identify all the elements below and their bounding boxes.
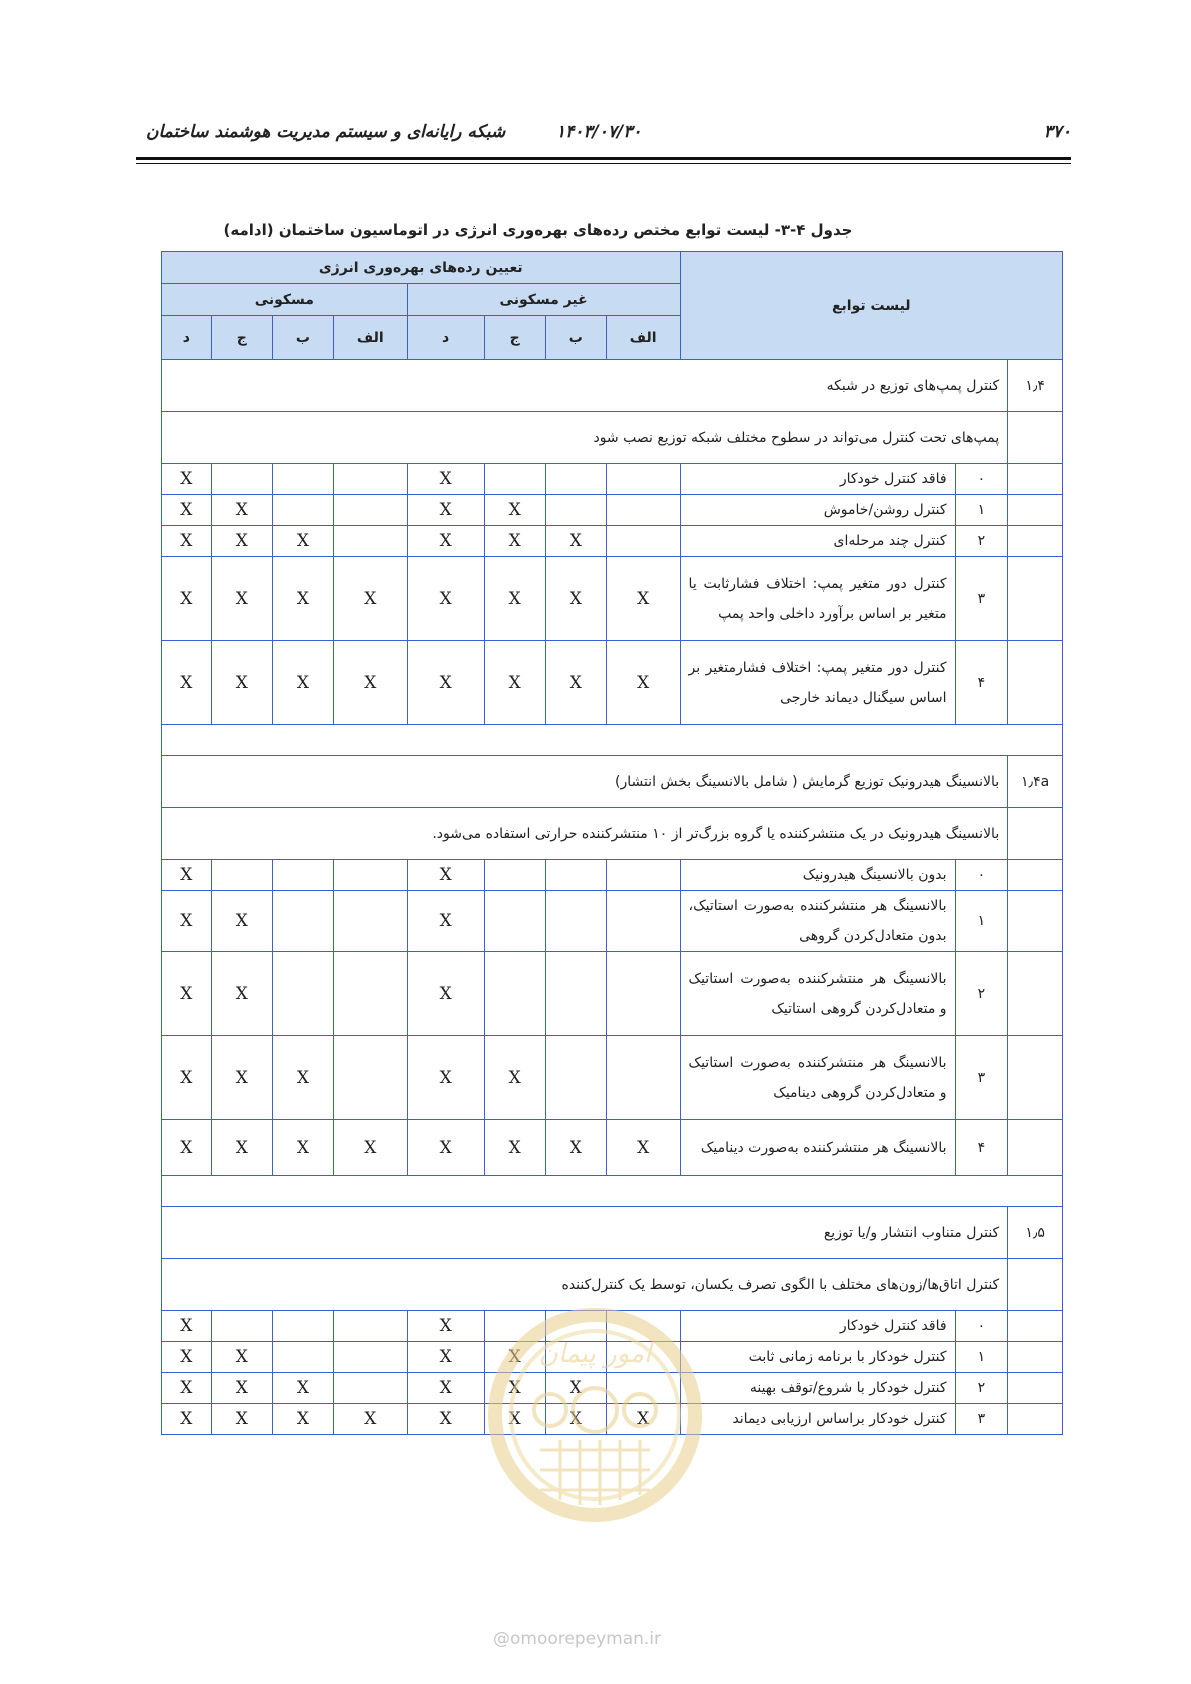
nonres-mark-1: X (545, 1373, 606, 1404)
res-mark-0 (333, 1036, 407, 1120)
res-mark-1: X (272, 1373, 333, 1404)
res-mark-1 (272, 1342, 333, 1373)
res-mark-0 (333, 464, 407, 495)
option-row (162, 860, 1063, 891)
res-mark-1: X (272, 526, 333, 557)
nonres-mark-3: X (407, 1373, 484, 1404)
res-mark-1 (272, 495, 333, 526)
res-mark-2: X (211, 557, 272, 641)
page-header (136, 112, 1071, 152)
section-spacer-row (162, 1176, 1063, 1207)
section-number: ۱٫۴a (1008, 756, 1063, 808)
option-blank (1008, 526, 1063, 557)
res-mark-0 (333, 526, 407, 557)
res-mark-3: X (162, 557, 212, 641)
option-blank (1008, 891, 1063, 952)
res-mark-2: X (211, 952, 272, 1036)
option-label: کنترل خودکار با برنامه زمانی ثابت (680, 1342, 955, 1373)
option-number: ۴ (955, 641, 1008, 725)
res-mark-3: X (162, 495, 212, 526)
nonres-mark-3: X (407, 557, 484, 641)
res-mark-1: X (272, 1404, 333, 1435)
option-number: ۳ (955, 1404, 1008, 1435)
option-row (162, 495, 1063, 526)
option-label: کنترل دور متغیر پمپ: اختلاف فشارثابت یا متغیر بر اساس برآورد داخلی واحد پمپ (680, 557, 955, 641)
nonres-mark-0 (606, 495, 680, 526)
option-label: بالانسینگ هر منتشرکننده به‌صورت استاتیک و متعادل‌کردن گروهی استاتیک (680, 952, 955, 1036)
option-label: کنترل چند مرحله‌ای (680, 526, 955, 557)
nonres-mark-3: X (407, 464, 484, 495)
res-mark-2: X (211, 1036, 272, 1120)
res-mark-0 (333, 1373, 407, 1404)
option-number: ۲ (955, 526, 1008, 557)
section-title: کنترل پمپ‌های توزیع در شبکه (162, 360, 1008, 412)
nonres-mark-2: X (484, 1036, 545, 1120)
nonres-mark-2: X (484, 557, 545, 641)
nonres-mark-1 (545, 495, 606, 526)
section-description-row (162, 808, 1063, 860)
res-mark-3: X (162, 526, 212, 557)
nonres-mark-3: X (407, 1120, 484, 1176)
res-mark-2: X (211, 1120, 272, 1176)
nonres-mark-1 (545, 464, 606, 495)
nonres-mark-0 (606, 891, 680, 952)
res-mark-2: X (211, 526, 272, 557)
section-title-row (162, 756, 1063, 808)
res-mark-3: X (162, 891, 212, 952)
res-mark-3: X (162, 464, 212, 495)
nonres-mark-0 (606, 952, 680, 1036)
nonres-mark-1: X (545, 526, 606, 557)
res-mark-2 (211, 464, 272, 495)
res-mark-0: X (333, 641, 407, 725)
nonres-mark-2: X (484, 1342, 545, 1373)
option-label: فاقد کنترل خودکار (680, 1311, 955, 1342)
option-row (162, 1036, 1063, 1120)
nonres-mark-2: X (484, 495, 545, 526)
nonres-mark-2 (484, 952, 545, 1036)
nonres-mark-3: X (407, 1404, 484, 1435)
option-label: بالانسینگ هر منتشرکننده به‌صورت استاتیک، بدون متعادل‌کردن گروهی (680, 891, 955, 952)
nonres-mark-3: X (407, 891, 484, 952)
section-number-blank (1008, 412, 1063, 464)
option-blank (1008, 1120, 1063, 1176)
header-res-class-b: ب (272, 316, 333, 360)
section-description-row (162, 412, 1063, 464)
res-mark-3: X (162, 1311, 212, 1342)
option-number: ۰ (955, 860, 1008, 891)
nonres-mark-2: X (484, 1373, 545, 1404)
option-number: ۴ (955, 1120, 1008, 1176)
header-functions-list: لیست توابع (680, 252, 1062, 360)
nonres-mark-3: X (407, 526, 484, 557)
option-label: کنترل خودکار براساس ارزیابی دیماند (680, 1404, 955, 1435)
nonres-mark-0 (606, 860, 680, 891)
section-title-row (162, 360, 1063, 412)
nonres-mark-0 (606, 1036, 680, 1120)
section-number-blank (1008, 808, 1063, 860)
section-title: بالانسینگ هیدرونیک توزیع گرمایش ( شامل بالانسینگ بخش انتشار) (162, 756, 1008, 808)
res-mark-0 (333, 495, 407, 526)
res-mark-1 (272, 1311, 333, 1342)
res-mark-1: X (272, 557, 333, 641)
option-row (162, 891, 1063, 952)
nonres-mark-1 (545, 860, 606, 891)
option-row (162, 464, 1063, 495)
nonres-mark-3: X (407, 860, 484, 891)
res-mark-1 (272, 464, 333, 495)
option-label: کنترل خودکار با شروع/توقف بهینه (680, 1373, 955, 1404)
spacer-cell (162, 725, 1063, 756)
res-mark-1 (272, 891, 333, 952)
option-blank (1008, 860, 1063, 891)
nonres-mark-3: X (407, 495, 484, 526)
res-mark-2 (211, 1311, 272, 1342)
header-date: ۱۴۰۳/۰۷/۳۰ (556, 122, 642, 142)
nonres-mark-1: X (545, 1120, 606, 1176)
res-mark-1: X (272, 641, 333, 725)
res-mark-1: X (272, 1120, 333, 1176)
res-mark-3: X (162, 1373, 212, 1404)
option-blank (1008, 1311, 1063, 1342)
seal-watermark (480, 1300, 710, 1530)
option-label: فاقد کنترل خودکار (680, 464, 955, 495)
option-row (162, 952, 1063, 1036)
option-label: بالانسینگ هر منتشرکننده به‌صورت استاتیک و متعادل‌کردن گروهی دینامیک (680, 1036, 955, 1120)
nonres-mark-0 (606, 526, 680, 557)
header-res-class-a: الف (333, 316, 407, 360)
res-mark-1 (272, 952, 333, 1036)
seal-text: امور پیمان (538, 1339, 652, 1369)
nonres-mark-2: X (484, 1404, 545, 1435)
nonres-mark-3: X (407, 1342, 484, 1373)
res-mark-0: X (333, 1120, 407, 1176)
nonres-mark-2: X (484, 526, 545, 557)
nonres-mark-0: X (606, 557, 680, 641)
nonres-mark-2 (484, 464, 545, 495)
nonres-mark-3: X (407, 641, 484, 725)
option-number: ۱ (955, 891, 1008, 952)
res-mark-3: X (162, 1404, 212, 1435)
res-mark-0 (333, 860, 407, 891)
option-row (162, 526, 1063, 557)
option-number: ۳ (955, 557, 1008, 641)
section-spacer-row (162, 725, 1063, 756)
res-mark-3: X (162, 1342, 212, 1373)
res-mark-3: X (162, 1120, 212, 1176)
option-blank (1008, 1036, 1063, 1120)
nonres-mark-1: X (545, 557, 606, 641)
website-watermark: @omoorepeyman.ir (493, 1629, 662, 1649)
res-mark-0 (333, 952, 407, 1036)
res-mark-0 (333, 1342, 407, 1373)
res-mark-2: X (211, 641, 272, 725)
res-mark-2: X (211, 1373, 272, 1404)
nonres-mark-1: X (545, 1404, 606, 1435)
section-title: کنترل متناوب انتشار و/یا توزیع (162, 1207, 1008, 1259)
section-description: کنترل اتاق‌ها/زون‌های مختلف با الگوی تصرف یکسان، توسط یک کنترل‌کننده (162, 1259, 1008, 1311)
section-description: بالانسینگ هیدرونیک در یک منتشرکننده یا گروه بزرگ‌تر از ۱۰ منتشرکننده حرارتی استفاده می‌شود. (162, 808, 1008, 860)
nonres-mark-0: X (606, 1404, 680, 1435)
header-rule-thin (136, 163, 1071, 164)
option-number: ۲ (955, 1373, 1008, 1404)
header-nonres-class-d: د (407, 316, 484, 360)
option-blank (1008, 557, 1063, 641)
res-mark-3: X (162, 1036, 212, 1120)
option-row (162, 1120, 1063, 1176)
energy-functions-table (161, 251, 1063, 1435)
res-mark-1: X (272, 1036, 333, 1120)
running-title: شبکه رایانه‌ای و سیستم مدیریت هوشمند ساختمان (146, 122, 506, 142)
section-number: ۱٫۴ (1008, 360, 1063, 412)
option-label: بدون بالانسینگ هیدرونیک (680, 860, 955, 891)
res-mark-0: X (333, 557, 407, 641)
option-blank (1008, 1404, 1063, 1435)
nonres-mark-2: X (484, 641, 545, 725)
header-non-residential: غیر مسکونی (407, 284, 680, 316)
res-mark-2: X (211, 1404, 272, 1435)
section-title-row (162, 1207, 1063, 1259)
res-mark-1 (272, 860, 333, 891)
option-number: ۱ (955, 495, 1008, 526)
res-mark-3: X (162, 641, 212, 725)
res-mark-3: X (162, 952, 212, 1036)
res-mark-2: X (211, 1342, 272, 1373)
spacer-cell (162, 1176, 1063, 1207)
res-mark-2 (211, 860, 272, 891)
option-number: ۳ (955, 1036, 1008, 1120)
nonres-mark-2 (484, 860, 545, 891)
option-number: ۰ (955, 464, 1008, 495)
nonres-mark-1: X (545, 641, 606, 725)
option-blank (1008, 495, 1063, 526)
res-mark-3: X (162, 860, 212, 891)
table-body (162, 360, 1063, 1435)
header-energy-classes: تعیین رده‌های بهره‌وری انرژی (162, 252, 681, 284)
res-mark-0: X (333, 1404, 407, 1435)
header-nonres-class-c: ج (484, 316, 545, 360)
option-label: کنترل روشن/خاموش (680, 495, 955, 526)
option-number: ۱ (955, 1342, 1008, 1373)
header-rule-thick (136, 157, 1071, 160)
section-description: پمپ‌های تحت کنترل می‌تواند در سطوح مختلف شبکه توزیع نصب شود (162, 412, 1008, 464)
header-nonres-class-a: الف (606, 316, 680, 360)
option-row (162, 557, 1063, 641)
option-number: ۲ (955, 952, 1008, 1036)
nonres-mark-1 (545, 952, 606, 1036)
section-number-blank (1008, 1259, 1063, 1311)
nonres-mark-0 (606, 464, 680, 495)
header-res-class-d: د (162, 316, 212, 360)
nonres-mark-3: X (407, 952, 484, 1036)
option-blank (1008, 641, 1063, 725)
header-res-class-c: ج (211, 316, 272, 360)
nonres-mark-2 (484, 891, 545, 952)
nonres-mark-1 (545, 891, 606, 952)
section-number: ۱٫۵ (1008, 1207, 1063, 1259)
nonres-mark-0: X (606, 1120, 680, 1176)
option-label: کنترل دور متغیر پمپ: اختلاف فشارمتغیر بر اساس سیگنال دیماند خارجی (680, 641, 955, 725)
res-mark-2: X (211, 891, 272, 952)
option-label: بالانسینگ هر منتشرکننده به‌صورت دینامیک (680, 1120, 955, 1176)
res-mark-2: X (211, 495, 272, 526)
option-number: ۰ (955, 1311, 1008, 1342)
option-row (162, 641, 1063, 725)
nonres-mark-3: X (407, 1036, 484, 1120)
option-blank (1008, 952, 1063, 1036)
option-blank (1008, 1342, 1063, 1373)
nonres-mark-1 (545, 1036, 606, 1120)
table-caption: جدول ۴-۳- لیست توابع مختص رده‌های بهره‌وری انرژی در اتوماسیون ساختمان (ادامه) (223, 221, 853, 239)
nonres-mark-0: X (606, 641, 680, 725)
option-blank (1008, 1373, 1063, 1404)
nonres-mark-2: X (484, 1120, 545, 1176)
nonres-mark-3: X (407, 1311, 484, 1342)
page-number: ۳۷۰ (1043, 122, 1071, 142)
header-residential: مسکونی (162, 284, 408, 316)
header-nonres-class-b: ب (545, 316, 606, 360)
option-blank (1008, 464, 1063, 495)
res-mark-0 (333, 891, 407, 952)
res-mark-0 (333, 1311, 407, 1342)
